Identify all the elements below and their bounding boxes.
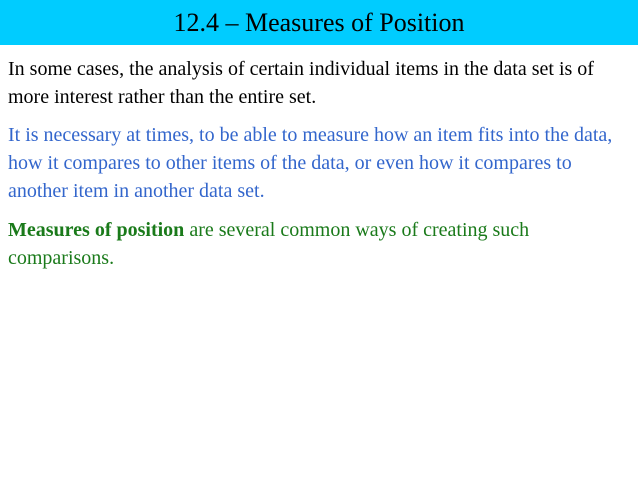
slide-title: 12.4 – Measures of Position <box>173 7 465 37</box>
paragraph-measures-of-position <box>8 216 632 272</box>
paragraph-intro: In some cases, the analysis of certain individual items in the data set is of more interest rather than the entire set. <box>8 58 594 108</box>
term-measures-of-position: Measures of position <box>8 219 185 241</box>
paragraph-necessity: It is necessary at times, to be able to measure how an item fits into the data, how it compares to other items of the data, or even how it compares to another item in another data set. <box>8 124 613 202</box>
paragraph-measures-of-position-rest: are several common ways of creating such comparisons. <box>8 219 530 269</box>
title-bar <box>0 0 638 45</box>
